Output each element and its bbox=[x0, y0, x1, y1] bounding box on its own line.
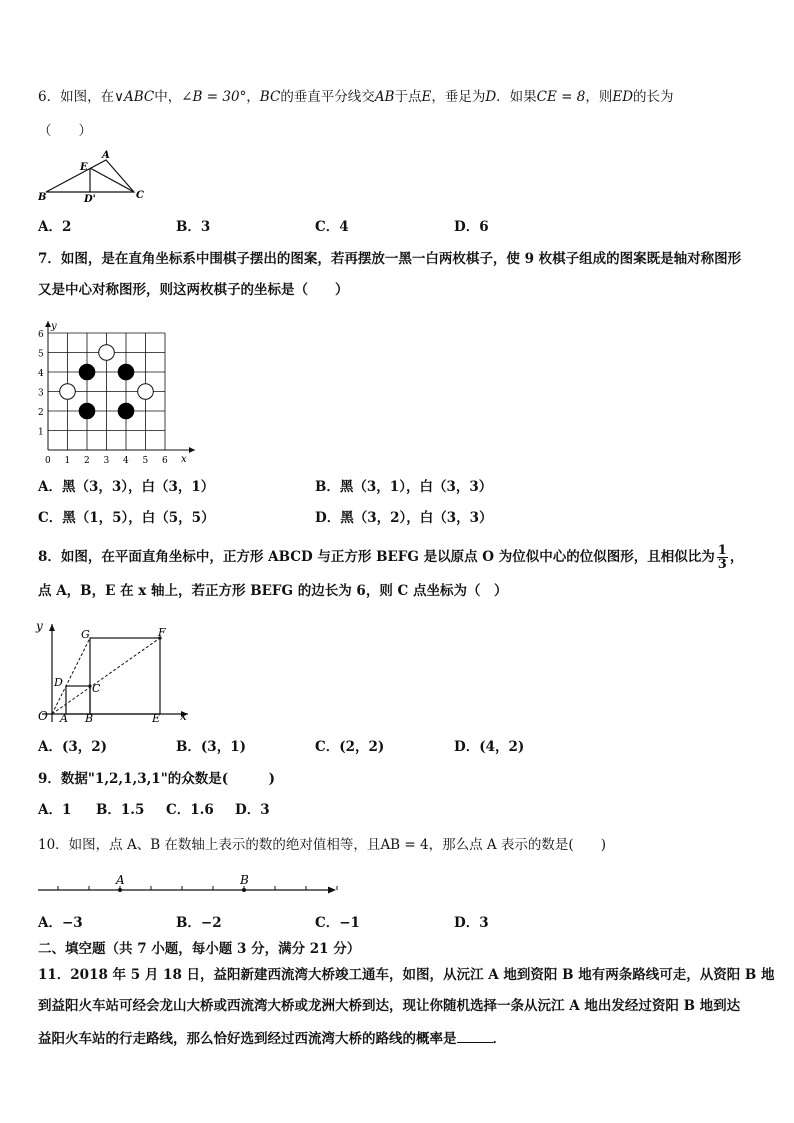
q6-text: ，垂足为 bbox=[431, 89, 486, 105]
q6-label-c: C bbox=[136, 190, 144, 201]
q7-y-tick-label: 2 bbox=[38, 408, 44, 418]
q6-option-d[interactable]: D．6 bbox=[454, 219, 489, 235]
q6-answer-paren: （ ） bbox=[38, 123, 92, 139]
q7-white-stone bbox=[99, 345, 115, 361]
q6-text: 6．如图，在 bbox=[38, 89, 115, 105]
q6-text: ，则 bbox=[585, 89, 613, 105]
q6-text: ．如果 bbox=[496, 89, 537, 105]
q7-y-tick-label: 4 bbox=[38, 369, 44, 379]
q11-stem-line3 bbox=[38, 1028, 506, 1048]
q10-ab-value: AB = 4 bbox=[380, 837, 429, 853]
q6-point-d: D bbox=[485, 89, 497, 105]
q8-dashed-line-of bbox=[52, 638, 160, 714]
q10-axis-arrow bbox=[328, 887, 336, 894]
q9-option-a[interactable]: A．1 bbox=[38, 802, 72, 818]
q10-text: 10．如图，点 A、B 在数轴上表示的数的绝对值相等，且 bbox=[38, 837, 381, 853]
q8-label-c: C bbox=[92, 682, 101, 695]
q6-triangle: ∨ABC bbox=[114, 89, 155, 105]
q6-text: 中， bbox=[154, 89, 182, 105]
q8-option-c[interactable]: C．(2，2) bbox=[315, 739, 385, 755]
q7-y-tick-label: 5 bbox=[38, 349, 44, 360]
q8-label-o: O bbox=[38, 709, 48, 723]
q8-label-a: A bbox=[60, 712, 68, 725]
q8-label-d: D bbox=[54, 676, 63, 689]
q8-stem-line2: 点 A，B，E 在 x 轴上，若正方形 BEFG 的边长为 6，则 C 点坐标为（ ） bbox=[38, 583, 508, 599]
q7-black-stone bbox=[79, 364, 95, 380]
q8-label-b: B bbox=[85, 712, 94, 725]
q8-option-a[interactable]: A．(3，2) bbox=[38, 739, 108, 755]
q7-black-stone bbox=[118, 403, 134, 419]
q7-x-tick-label: 3 bbox=[103, 456, 110, 466]
q11-stem-line1: 11．2018 年 5 月 18 日，益阳新建西流湾大桥竣工通车，如图，从沅江 A 地到资阳 B 地有两条路线可走，从资阳 B 地 bbox=[38, 967, 775, 983]
q7-x-tick-label: 1 bbox=[64, 456, 71, 466]
q10-option-b[interactable]: B．−2 bbox=[176, 915, 222, 931]
q7-x-axis-label: x bbox=[181, 454, 187, 465]
q6-angle: ∠B = 30° bbox=[181, 89, 247, 105]
q7-go-board-figure bbox=[30, 308, 200, 468]
q7-y-tick-label: 6 bbox=[38, 330, 44, 340]
q7-white-stone bbox=[60, 384, 76, 400]
q7-y-tick-label: 3 bbox=[38, 388, 44, 399]
q8-option-b[interactable]: B．(3，1) bbox=[176, 739, 246, 755]
q6-label-e: E bbox=[80, 162, 88, 173]
q6-triangle-figure bbox=[38, 148, 148, 204]
q6-option-a[interactable]: A．2 bbox=[38, 219, 72, 235]
q7-black-stone bbox=[79, 403, 95, 419]
q6-label-a: A bbox=[102, 150, 110, 161]
q8-stem-line1 bbox=[38, 544, 743, 571]
q11-stem-line2: 到益阳火车站可经会龙山大桥或西流湾大桥或龙洲大桥到达，现让你随机选择一条从沅江 A 地出发经过资阳 B 地到达 bbox=[38, 998, 741, 1014]
q10-point-b bbox=[242, 888, 246, 892]
q6-text: ， bbox=[246, 89, 260, 105]
q11-text: 益阳火车站的行走路线，那么恰好选到经过西流湾大桥的路线的概率是 bbox=[38, 1031, 457, 1047]
q7-stem-line2: 又是中心对称图形，则这两枚棋子的坐标是（ ） bbox=[38, 282, 349, 298]
q10-number-line bbox=[38, 886, 337, 894]
q8-text: 8．如图，在平面直角坐标中，正方形 ABCD 与正方形 BEFG 是以原点 O 为位似中心的位似图形，且相似比为 bbox=[38, 549, 715, 565]
q8-label-g: G bbox=[81, 628, 90, 641]
q11-answer-blank[interactable] bbox=[457, 1028, 493, 1043]
q10-option-a[interactable]: A．−3 bbox=[38, 915, 83, 931]
q7-x-tick-label: 2 bbox=[84, 456, 90, 466]
q6-option-b[interactable]: B．3 bbox=[176, 219, 211, 235]
q9-stem: 9．数据"1,2,1,3,1"的众数是( ) bbox=[38, 771, 276, 787]
q6-segment-ed: ED bbox=[612, 89, 634, 105]
q7-x-tick-label: 0 bbox=[45, 456, 51, 466]
q10-label-b: B bbox=[240, 873, 249, 887]
q10-stem bbox=[38, 836, 606, 854]
q6-segment-ce bbox=[90, 168, 134, 192]
q11-text: ． bbox=[492, 1031, 506, 1047]
q7-x-tick-label: 4 bbox=[123, 456, 129, 466]
q6-label-d: D' bbox=[84, 194, 96, 204]
q8-label-f: F bbox=[158, 626, 166, 639]
q10-text: ，那么点 A 表示的数是( ) bbox=[428, 837, 606, 853]
q8-text: ， bbox=[729, 549, 744, 565]
q8-y-arrow bbox=[49, 624, 55, 631]
q8-homothety-figure bbox=[30, 616, 200, 726]
q8-label-x: x bbox=[180, 709, 187, 723]
q6-stem bbox=[38, 88, 674, 106]
q8-fraction-denominator: 3 bbox=[717, 557, 727, 572]
q10-label-a: A bbox=[116, 873, 125, 887]
q7-white-stone bbox=[138, 384, 154, 400]
q8-square-befg bbox=[90, 638, 160, 714]
q7-x-tick-label: 5 bbox=[142, 456, 149, 466]
q9-option-d[interactable]: D．3 bbox=[235, 802, 270, 818]
q7-x-tick-label: 6 bbox=[162, 456, 168, 466]
q6-segment-bc: BC bbox=[259, 89, 281, 105]
q6-text: 的垂直平分线交 bbox=[280, 89, 375, 105]
q8-fraction-numerator: 1 bbox=[717, 543, 727, 558]
q6-text: 于点 bbox=[394, 89, 422, 105]
q10-option-c[interactable]: C．−1 bbox=[315, 915, 360, 931]
q8-label-y: y bbox=[36, 619, 43, 633]
q7-option-b[interactable]: B．黑（3，1），白（3，3） bbox=[315, 479, 493, 495]
q7-option-c[interactable]: C．黑（1，5），白（5，5） bbox=[38, 510, 215, 526]
q6-text: 的长为 bbox=[633, 89, 674, 105]
q10-point-a bbox=[118, 888, 122, 892]
q7-black-stone bbox=[118, 364, 134, 380]
q8-ratio-fraction bbox=[717, 544, 728, 571]
q10-number-line-figure bbox=[36, 868, 342, 902]
q6-option-c[interactable]: C．4 bbox=[315, 219, 349, 235]
q7-y-axis-label: y bbox=[51, 321, 57, 332]
section-heading-fill-in: 二、填空题（共 7 小题，每小题 3 分，满分 21 分） bbox=[38, 941, 361, 957]
q9-option-c[interactable]: C．1.6 bbox=[166, 802, 214, 818]
q7-x-axis-arrow bbox=[189, 447, 195, 453]
q9-option-b[interactable]: B．1.5 bbox=[96, 802, 145, 818]
q7-option-a[interactable]: A．黑（3，3），白（3，1） bbox=[38, 479, 215, 495]
q8-option-d[interactable]: D．(4，2) bbox=[454, 739, 525, 755]
q6-label-b: B bbox=[38, 192, 47, 203]
q7-stem-line1: 7．如图，是在直角坐标系中围棋子摆出的图案，若再摆放一黑一白两枚棋子，使 9 枚棋子组成的图案既是轴对称图形 bbox=[38, 251, 742, 267]
q6-ce-value: CE = 8 bbox=[536, 89, 586, 105]
q10-option-d[interactable]: D．3 bbox=[454, 915, 489, 931]
q7-option-d[interactable]: D．黑（3，2），白（3，3） bbox=[315, 510, 493, 526]
q7-y-tick-label: 1 bbox=[38, 427, 44, 438]
q8-label-e: E bbox=[152, 712, 161, 725]
q6-segment-ab: AB bbox=[374, 89, 395, 105]
q6-point-e: E bbox=[421, 89, 432, 105]
